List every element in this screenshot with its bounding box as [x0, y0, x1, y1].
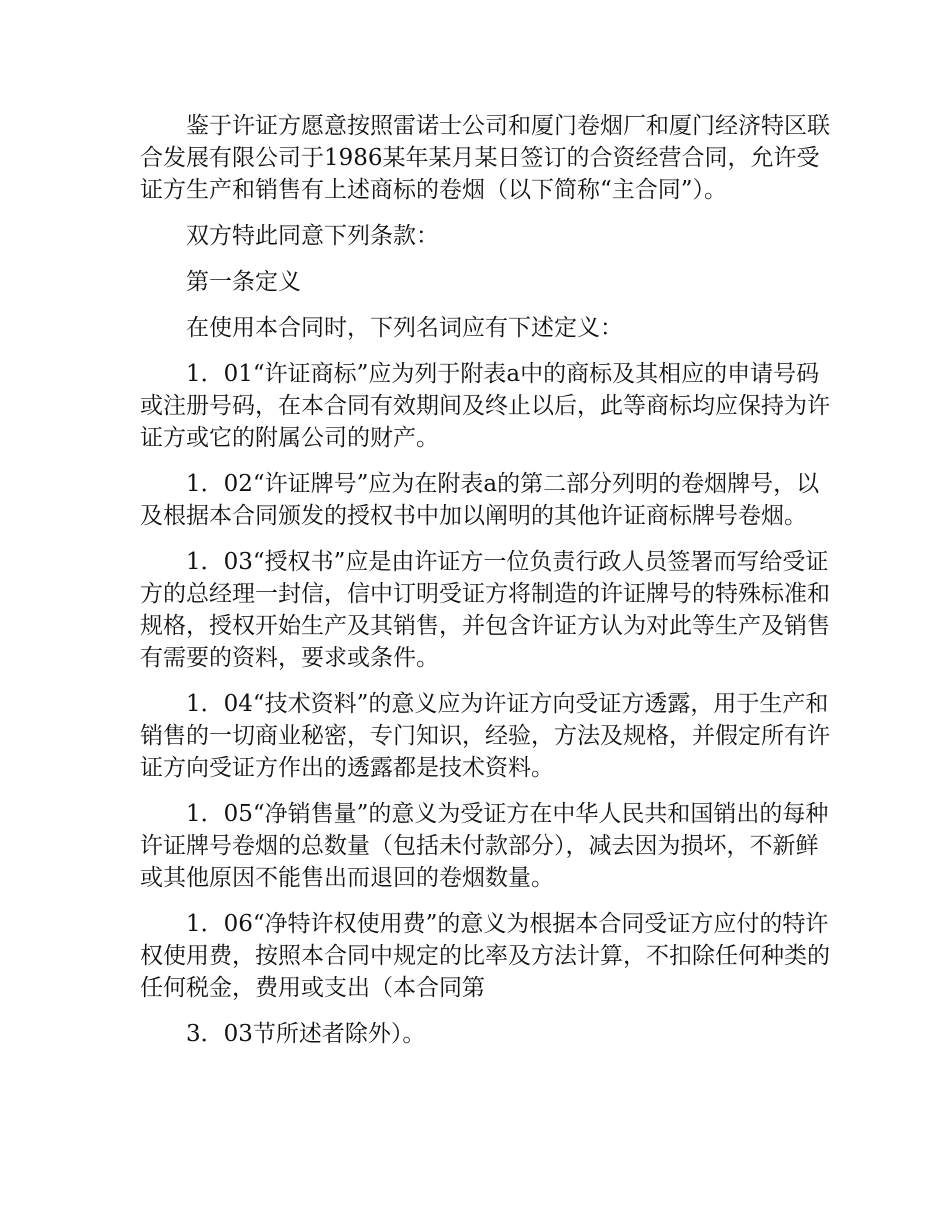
- article-heading: 第一条定义: [186, 269, 301, 295]
- definition-1-06: 1．06“净特许权使用费”的意义为根据本合同受证方应付的特许权使用费，按照本合同中规定的比率及方法计算，不扣除任何种类的任何税金，费用或支出（本合同第: [140, 911, 830, 1001]
- definition-1-03: 1．03“授权书”应是由许证方一位负责行政人员签署而写给受证方的总经理一封信，信中订明受证方将制造的许证牌号的特殊标准和规格，授权开始生产及其销售，并包含许证方认为对此等生产及销售有需要的资料，要求或条件。: [140, 549, 830, 671]
- recital-paragraph: 鉴于许证方愿意按照雷诺士公司和厦门卷烟厂和厦门经济特区联合发展有限公司于1986某年某月某日签订的合资经营合同，允许受证方生产和销售有上述商标的卷烟（以下简称“主合同”）。: [140, 113, 830, 203]
- definition-1-01: 1．01“许证商标”应为列于附表a中的商标及其相应的申请号码或注册号码，在本合同有效期间及终止以后，此等商标均应保持为许证方或它的附属公司的财产。: [140, 361, 830, 451]
- definitions-intro: 在使用本合同时，下列名词应有下述定义：: [186, 315, 623, 341]
- definition-1-05: 1．05“净销售量”的意义为受证方在中华人民共和国销出的每种许证牌号卷烟的总数量（包括未付款部分），减去因为损坏，不新鲜或其他原因不能售出而退回的卷烟数量。: [140, 801, 829, 891]
- definition-continuation: 3．03节所述者除外）。: [186, 1021, 426, 1047]
- agreement-statement: 双方特此同意下列条款：: [186, 223, 439, 249]
- definition-1-04: 1．04“技术资料”的意义应为许证方向受证方透露，用于生产和销售的一切商业秘密，专门知识，经验，方法及规格，并假定所有许证方向受证方作出的透露都是技术资料。: [140, 691, 830, 781]
- document-body: [140, 110, 830, 1064]
- definition-1-02: 1．02“许证牌号”应为在附表a的第二部分列明的卷烟牌号，以及根据本合同颁发的授权书中加以阐明的其他许证商标牌号卷烟。: [140, 471, 820, 529]
